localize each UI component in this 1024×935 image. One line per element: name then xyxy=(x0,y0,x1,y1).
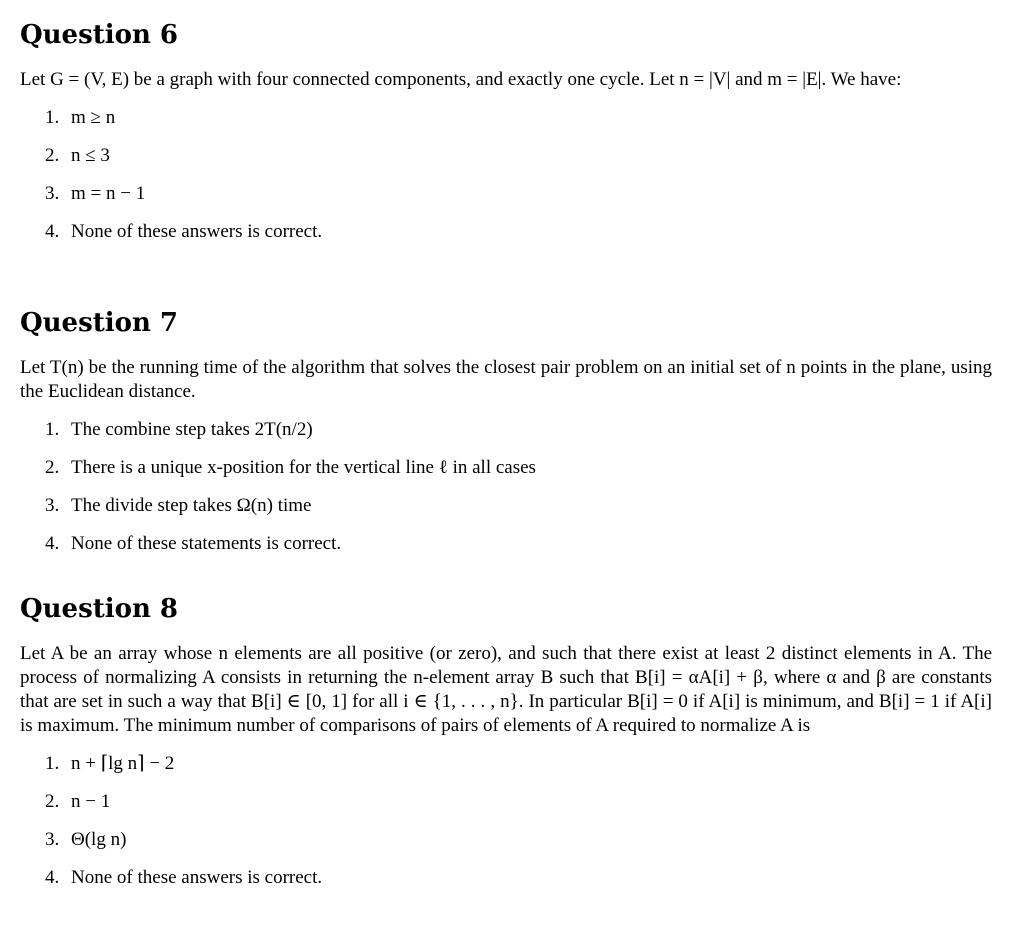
answer-option xyxy=(45,786,992,824)
option-text: The combine step takes 2T(n/2) xyxy=(71,419,313,440)
question-8 xyxy=(20,594,992,900)
answer-option xyxy=(45,178,992,216)
question-title: Question 7 xyxy=(20,308,179,338)
option-number: 3. xyxy=(45,183,60,204)
option-number: 4. xyxy=(45,867,60,888)
option-text: n + ⌈lg n⌉ − 2 xyxy=(71,753,175,774)
question-title: Question 8 xyxy=(20,594,179,624)
answer-option xyxy=(45,102,992,140)
option-text: m = n − 1 xyxy=(71,183,146,204)
option-text: n − 1 xyxy=(71,791,111,812)
answer-option xyxy=(45,140,992,178)
option-number: 1. xyxy=(45,753,60,774)
option-number: 1. xyxy=(45,419,60,440)
option-text: The divide step takes Ω(n) time xyxy=(71,495,312,516)
answer-options xyxy=(20,102,992,254)
option-number: 2. xyxy=(45,791,60,812)
option-number: 2. xyxy=(45,145,60,166)
option-number: 4. xyxy=(45,221,60,242)
option-text: There is a unique x-position for the vertical line ℓ in all cases xyxy=(71,457,536,478)
answer-option xyxy=(45,748,992,786)
answer-option xyxy=(45,824,992,862)
option-number: 2. xyxy=(45,457,60,478)
question-7 xyxy=(20,308,992,566)
answer-option xyxy=(45,528,992,566)
option-text: Θ(lg n) xyxy=(71,829,127,850)
option-text: None of these answers is correct. xyxy=(71,221,323,242)
answer-options xyxy=(20,414,992,566)
answer-option xyxy=(45,862,992,900)
answer-options xyxy=(20,748,992,900)
option-text: None of these answers is correct. xyxy=(71,867,323,888)
answer-option xyxy=(45,452,992,490)
question-body: Let T(n) be the running time of the algorithm that solves the closest pair problem on an initial set of n points in the plane, using the Euclidean distance. xyxy=(20,357,992,402)
option-number: 3. xyxy=(45,495,60,516)
question-body: Let G = (V, E) be a graph with four connected components, and exactly one cycle. Let n = |V| and m = |E|. We have: xyxy=(20,69,902,90)
question-6 xyxy=(20,20,992,254)
option-number: 3. xyxy=(45,829,60,850)
option-text: m ≥ n xyxy=(71,107,116,128)
question-body: Let A be an array whose n elements are all positive (or zero), and such that there exist at least 2 distinct elements in A. The process of normalizing A consists in returning the n-element array B such that B[i] = αA[i] + β, where α and β are constants that are set in such a way that B[i] ∈ [0, 1] for all i ∈ {1, . . . , n}. In particular B[i] = 0 if A[i] is minimum, and B[i] = 1 if A[i] is maximum. The minimum number of comparisons of pairs of elements of A required to normalize A is xyxy=(20,643,992,736)
answer-option xyxy=(45,490,992,528)
question-title: Question 6 xyxy=(20,20,179,50)
option-number: 4. xyxy=(45,533,60,554)
option-text: n ≤ 3 xyxy=(71,145,110,166)
answer-option xyxy=(45,216,992,254)
answer-option xyxy=(45,414,992,452)
option-number: 1. xyxy=(45,107,60,128)
option-text: None of these statements is correct. xyxy=(71,533,342,554)
